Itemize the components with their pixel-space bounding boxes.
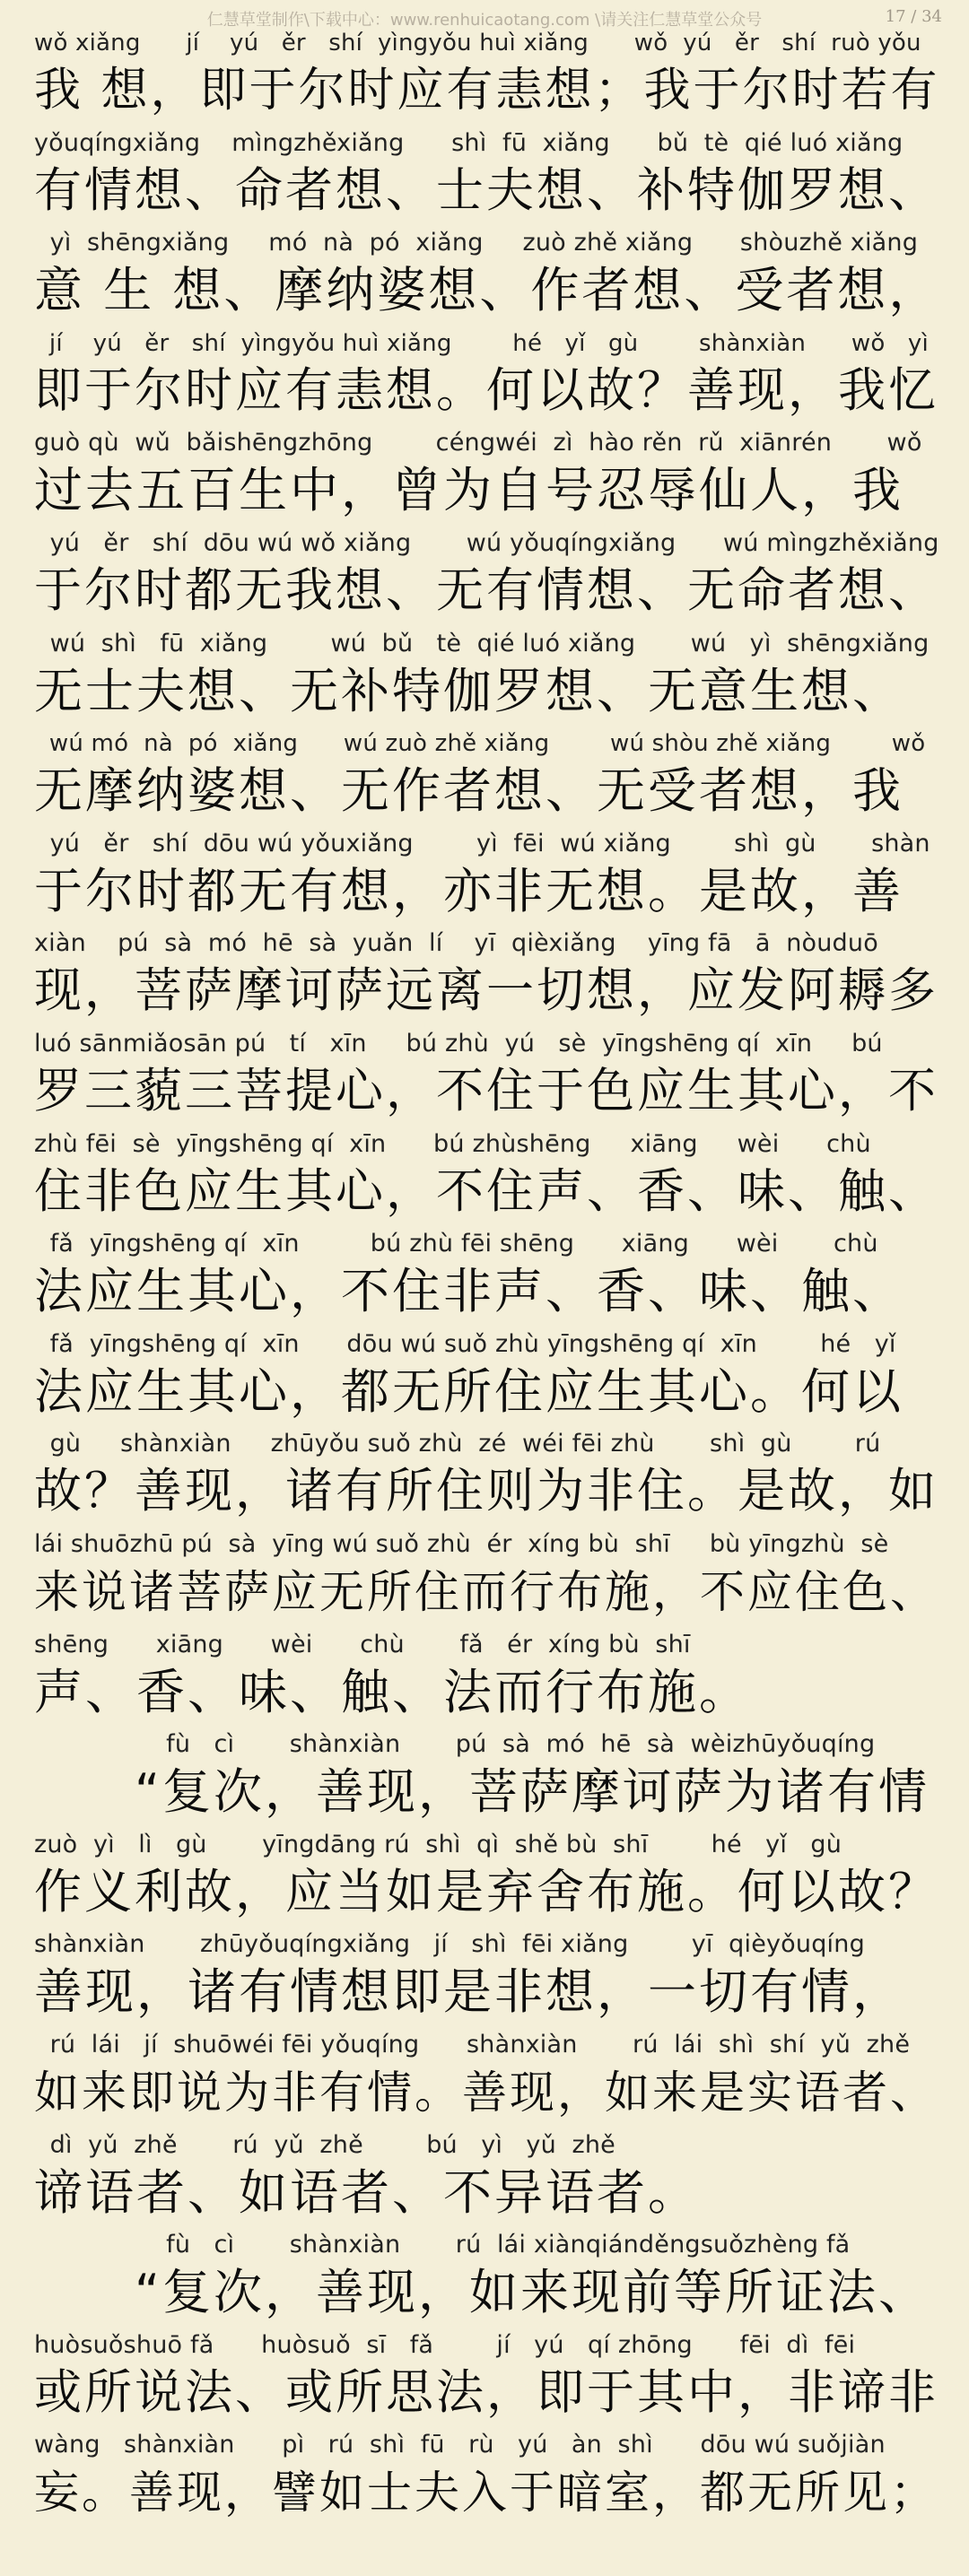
chinese-text: 作义利故，应当如是弃舍布施。何以故？: [34, 1864, 938, 1919]
text-line: [34, 1327, 940, 1427]
text-line: [34, 2328, 940, 2428]
text-line: [34, 1026, 940, 1127]
chinese-text: 住非色应生其心，不住声、香、味、触、: [34, 1163, 938, 1219]
text-line: [34, 225, 940, 326]
pinyin-annotation: huòsuǒshuō fǎ huòsuǒ sī fǎ jí yú qí zhōng fēi dì fēi: [34, 2330, 856, 2359]
text-line: [34, 1226, 940, 1327]
text-line: [34, 2027, 940, 2128]
chinese-text: 谛语者、如语者、不异语者。: [34, 2163, 699, 2221]
text-line: [34, 1627, 940, 1727]
pinyin-annotation: fǎ yīngshēng qí xīn dōu wú suǒ zhù yīngshēng qí xīn hé yǐ: [34, 1329, 896, 1358]
pinyin-annotation: guò qù wǔ bǎishēngzhōng céngwéi zì hào rěn rǔ xiānrén wǒ: [34, 429, 922, 457]
chinese-text: 无士夫想、无补特伽罗想、无意生想、: [34, 662, 904, 719]
chinese-text: 过去五百生中，曾为自号忍辱仙人，我: [34, 462, 904, 519]
chinese-text: 来说诸菩萨应无所住而行布施，不应住色、: [34, 1566, 938, 1618]
page-number: 17 / 34: [885, 7, 942, 26]
text-line: [34, 126, 940, 226]
pinyin-annotation: xiàn pú sà mó hē sà yuǎn lí yī qièxiǎng yīng fā ā nòuduō: [34, 929, 878, 958]
text-line: [34, 526, 940, 626]
header-banner: 仁慧草堂制作\下载中心：www.renhuicaotang.com \请关注仁慧草堂公众号: [206, 11, 763, 30]
pinyin-annotation: fù cì shànxiàn rú lái xiànqiánděngsuǒzhèng fǎ: [135, 2231, 851, 2259]
pinyin-annotation: lái shuōzhū pú sà yīng wú suǒ zhù ér xíng bù shī bù yīngzhù sè: [34, 1530, 889, 1558]
text-line: [34, 626, 940, 727]
pinyin-annotation: yú ěr shí dōu wú yǒuxiǎng yì fēi wú xiǎng shì gù shàn: [34, 829, 930, 857]
text-line: [34, 1827, 940, 1928]
pinyin-annotation: luó sānmiǎosān pú tí xīn bú zhù yú sè yīngshēng qí xīn bú: [34, 1030, 883, 1057]
chinese-text: 意 生 想、摩纳婆想、作者想、受者想，: [34, 262, 940, 319]
chinese-text: 法应生其心，都无所住应生其心。何以: [34, 1362, 904, 1420]
chinese-text: 法应生其心，不住非声、香、味、触、: [34, 1263, 904, 1320]
pinyin-annotation: yì shēngxiǎng mó nà pó xiǎng zuò zhě xiǎng shòuzhě xiǎng: [34, 229, 919, 257]
pinyin-annotation: wú shì fū xiǎng wú bǔ tè qié luó xiǎng wú yì shēngxiǎng: [34, 629, 930, 657]
text-line: [135, 1727, 942, 1827]
pinyin-annotation: zhù fēi sè yīngshēng qí xīn bú zhùshēng xiāng wèi chù: [34, 1129, 871, 1158]
chinese-text: 于尔时都无我想、无有情想、无命者想、: [34, 563, 938, 618]
pinyin-annotation: yǒuqíngxiǎng mìngzhěxiǎng shì fū xiǎng bǔ tè qié luó xiǎng: [34, 128, 904, 157]
pinyin-annotation: yú ěr shí dōu wú wǒ xiǎng wú yǒuqíngxiǎng wú mìngzhěxiǎng: [34, 529, 939, 557]
text-line: [34, 826, 940, 927]
chinese-text: 现，菩萨摩诃萨远离一切想，应发阿耨多: [34, 963, 938, 1019]
pinyin-annotation: zuò yì lì gù yīngdāng rú shì qì shě bù shī hé yǐ gù: [34, 1830, 842, 1858]
pinyin-annotation: gù shànxiàn zhūyǒu suǒ zhù zé wéi fēi zhù shì gù rú: [34, 1430, 881, 1458]
chinese-text: 即于尔时应有恚想。何以故？善现，我忆: [34, 362, 938, 418]
chinese-text: 或所说法、或所思法，即于其中，非谛非: [34, 2364, 938, 2420]
chinese-text: 有情想、命者想、士夫想、补特伽罗想、: [34, 162, 938, 218]
text-line: [34, 425, 940, 526]
text-line: [135, 2227, 942, 2328]
text-line: [34, 1127, 940, 1227]
chinese-text: 妄。善现，譬如士夫入于暗室，都无所见；: [34, 2467, 938, 2519]
pinyin-annotation: shēng xiāng wèi chù fǎ ér xíng bù shī: [34, 1630, 691, 1658]
chinese-text: 于尔时都无有想，亦非无想。是故，善: [34, 862, 904, 919]
chinese-text: 如来即说为非有情。善现，如来是实语者、: [34, 2067, 938, 2119]
chinese-text: 故？善现，诸有所住则为非住。是故，如: [34, 1464, 938, 1519]
pinyin-annotation: dì yǔ zhě rú yǔ zhě bú yì yǔ zhě: [34, 2130, 615, 2159]
chinese-text: 我 想，即于尔时应有恚想；我于尔时若有: [34, 64, 940, 117]
text-line: [34, 326, 940, 426]
pinyin-annotation: jí yú ěr shí yìngyǒu huì xiǎng hé yǐ gù shànxiàn wǒ yì: [34, 329, 929, 357]
pinyin-annotation: wú mó nà pó xiǎng wú zuò zhě xiǎng wú shòu zhě xiǎng wǒ: [34, 730, 926, 758]
chinese-text: 无摩纳婆想、无作者想、无受者想，我: [34, 762, 904, 820]
pinyin-annotation: wàng shànxiàn pì rú shì fū rù yú àn shì dōu wú suǒjiàn: [34, 2431, 886, 2459]
pinyin-annotation: shànxiàn zhūyǒuqíngxiǎng jí shì fēi xiǎng yī qièyǒuqíng: [34, 1930, 865, 1959]
chinese-text: “复次，善现，菩萨摩诃萨为诸有情: [135, 1763, 930, 1821]
text-line: [34, 2427, 940, 2528]
text-line: [34, 1927, 940, 2027]
pinyin-annotation: wǒ xiǎng jí yú ěr shí yìngyǒu huì xiǎng wǒ yú ěr shí ruò yǒu: [34, 30, 921, 57]
text-line: [34, 2128, 940, 2228]
chinese-text: 善现，诸有情想即是非想，一切有情，: [34, 1963, 904, 2021]
text-line: [34, 1527, 940, 1627]
chinese-text: 声、香、味、触、法而行布施。: [34, 1663, 750, 1720]
chinese-text: 罗三藐三菩提心，不住于色应生其心，不: [34, 1064, 938, 1118]
pinyin-annotation: fǎ yīngshēng qí xīn bú zhù fēi shēng xiāng wèi chù: [34, 1230, 878, 1258]
pinyin-annotation: rú lái jí shuōwéi fēi yǒuqíng shànxiàn rú lái shì shí yǔ zhě: [34, 2031, 911, 2058]
chinese-text: “复次，善现，如来现前等所证法、: [135, 2264, 930, 2321]
pinyin-annotation: fù cì shànxiàn pú sà mó hē sà wèizhūyǒuqíng: [135, 1730, 876, 1759]
text-line: [34, 1426, 940, 1527]
text-line: [34, 726, 940, 826]
text-line: [34, 25, 940, 126]
text-line: [34, 926, 940, 1026]
